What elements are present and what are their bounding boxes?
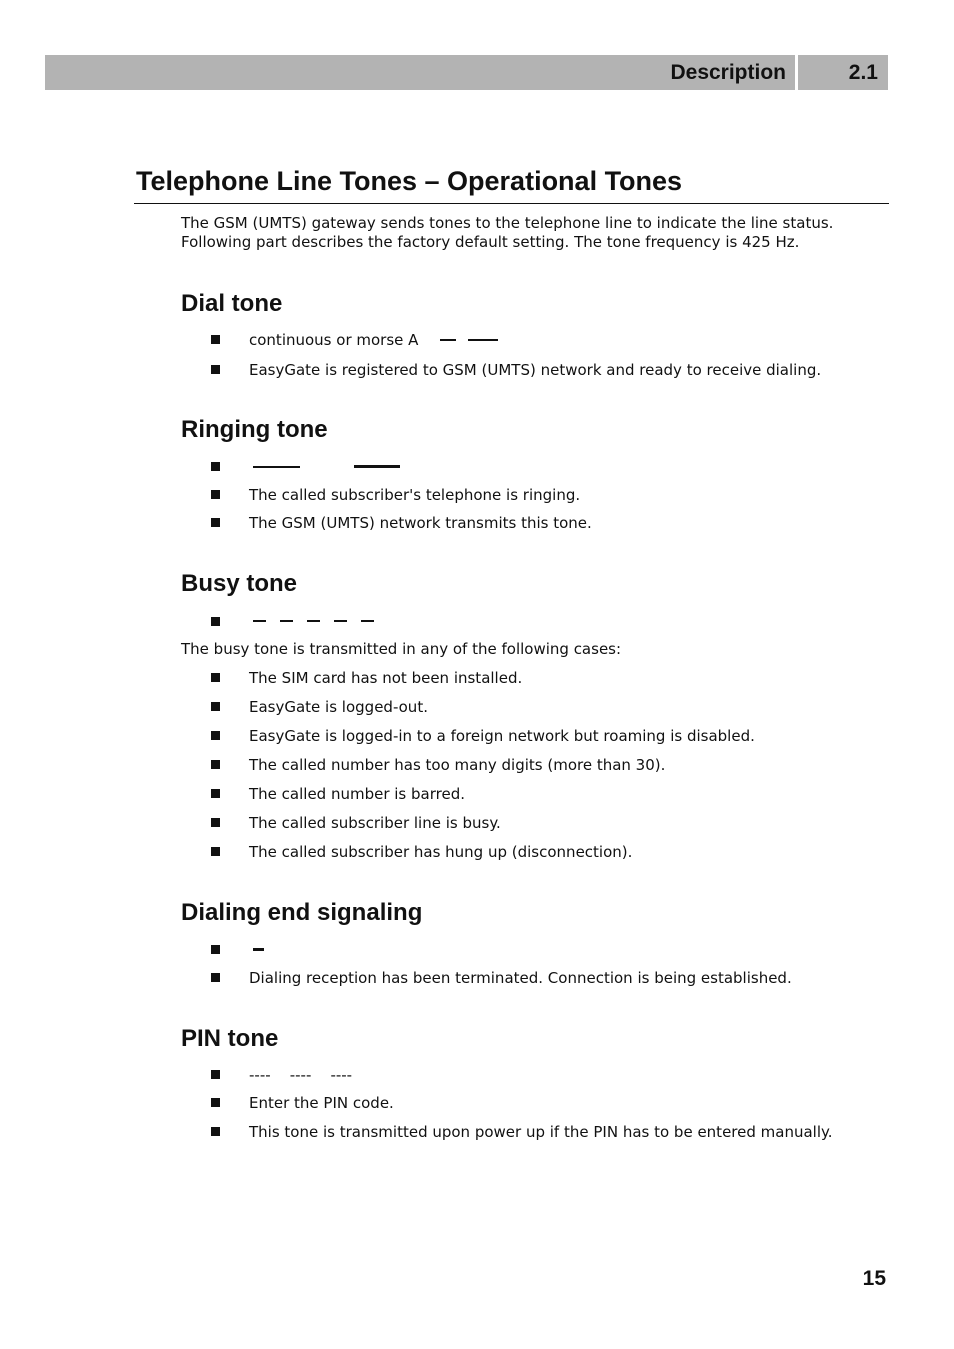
bullet-icon <box>211 847 220 856</box>
bullet-icon <box>211 789 220 798</box>
tone-pattern-item <box>211 456 901 478</box>
page-title: Telephone Line Tones – Operational Tones <box>136 166 683 196</box>
list-item <box>211 967 901 989</box>
header-title: Description <box>670 61 786 84</box>
tone-dash <box>354 465 400 468</box>
tone-dash <box>253 948 264 951</box>
list-item <box>211 329 901 351</box>
list-item-text: The called subscriber's telephone is ringing. <box>249 486 581 504</box>
intro-paragraph <box>181 214 891 252</box>
list-item <box>211 841 901 863</box>
list-item-text: EasyGate is logged-in to a foreign network but roaming is disabled. <box>249 727 755 745</box>
tone-pattern-item <box>211 1064 901 1086</box>
list-item-text: EasyGate is logged-out. <box>249 698 428 716</box>
bullet-icon <box>211 673 220 682</box>
bullet-icon <box>211 1127 220 1136</box>
header-section-number: 2.1 <box>848 61 878 84</box>
bullet-icon <box>211 335 220 344</box>
tone-dash <box>253 620 266 622</box>
list-item <box>211 696 901 718</box>
ringing-tone-heading: Ringing tone <box>181 416 328 443</box>
list-item <box>211 725 901 747</box>
tone-dash <box>280 620 293 622</box>
list-item-text: The GSM (UMTS) network transmits this tone. <box>249 514 592 532</box>
bullet-icon <box>211 702 220 711</box>
list-item <box>211 1121 901 1143</box>
pin-tone-heading: PIN tone <box>181 1025 279 1052</box>
list-item-text: EasyGate is registered to GSM (UMTS) network and ready to receive dialing. <box>249 361 822 379</box>
list-item-text: The called number is barred. <box>249 785 465 803</box>
list-item-text: The called subscriber line is busy. <box>249 814 501 832</box>
bullet-icon <box>211 1098 220 1107</box>
list-item <box>211 754 901 776</box>
tone-pattern-item <box>211 611 901 633</box>
list-item <box>211 484 901 506</box>
tone-dash <box>307 620 320 622</box>
bullet-icon <box>211 945 220 954</box>
bullet-icon <box>211 462 220 471</box>
tone-dash <box>253 466 300 468</box>
dial-tone-heading: Dial tone <box>181 290 283 317</box>
list-item-text: continuous or morse A <box>249 331 419 349</box>
list-item-text: The called subscriber has hung up (disconnection). <box>249 843 633 861</box>
tone-long-dash <box>468 339 498 341</box>
pin-tone-pattern: ---- ---- ---- <box>249 1066 353 1084</box>
dialing-end-heading: Dialing end signaling <box>181 899 423 926</box>
list-item-text: Enter the PIN code. <box>249 1094 394 1112</box>
tone-dash <box>361 620 374 622</box>
list-item-text: The called number has too many digits (more than 30). <box>249 756 666 774</box>
list-item <box>211 1092 901 1114</box>
intro-line: The GSM (UMTS) gateway sends tones to the telephone line to indicate the line status. <box>181 214 834 232</box>
busy-tone-heading: Busy tone <box>181 570 298 597</box>
bullet-icon <box>211 973 220 982</box>
busy-tone-intro: The busy tone is transmitted in any of the following cases: <box>181 640 622 658</box>
tone-short-dash <box>440 339 456 341</box>
list-item <box>211 359 901 381</box>
list-item <box>211 667 901 689</box>
intro-line: Following part describes the factory default setting. The tone frequency is 425 Hz. <box>181 233 800 251</box>
list-item <box>211 812 901 834</box>
page-number: 15 <box>862 1267 886 1290</box>
list-item <box>211 512 901 534</box>
bullet-icon <box>211 731 220 740</box>
tone-pattern-item <box>211 939 901 961</box>
bullet-icon <box>211 490 220 499</box>
bullet-icon <box>211 760 220 769</box>
list-item <box>211 783 901 805</box>
list-item-text: The SIM card has not been installed. <box>249 669 523 687</box>
tone-dash <box>334 620 347 622</box>
list-item-text: Dialing reception has been terminated. Connection is being established. <box>249 969 792 987</box>
list-item-text: This tone is transmitted upon power up if the PIN has to be entered manually. <box>249 1123 833 1141</box>
bullet-icon <box>211 365 220 374</box>
bullet-icon <box>211 518 220 527</box>
title-rule <box>134 203 889 204</box>
bullet-icon <box>211 617 220 626</box>
bullet-icon <box>211 1070 220 1079</box>
bullet-icon <box>211 818 220 827</box>
